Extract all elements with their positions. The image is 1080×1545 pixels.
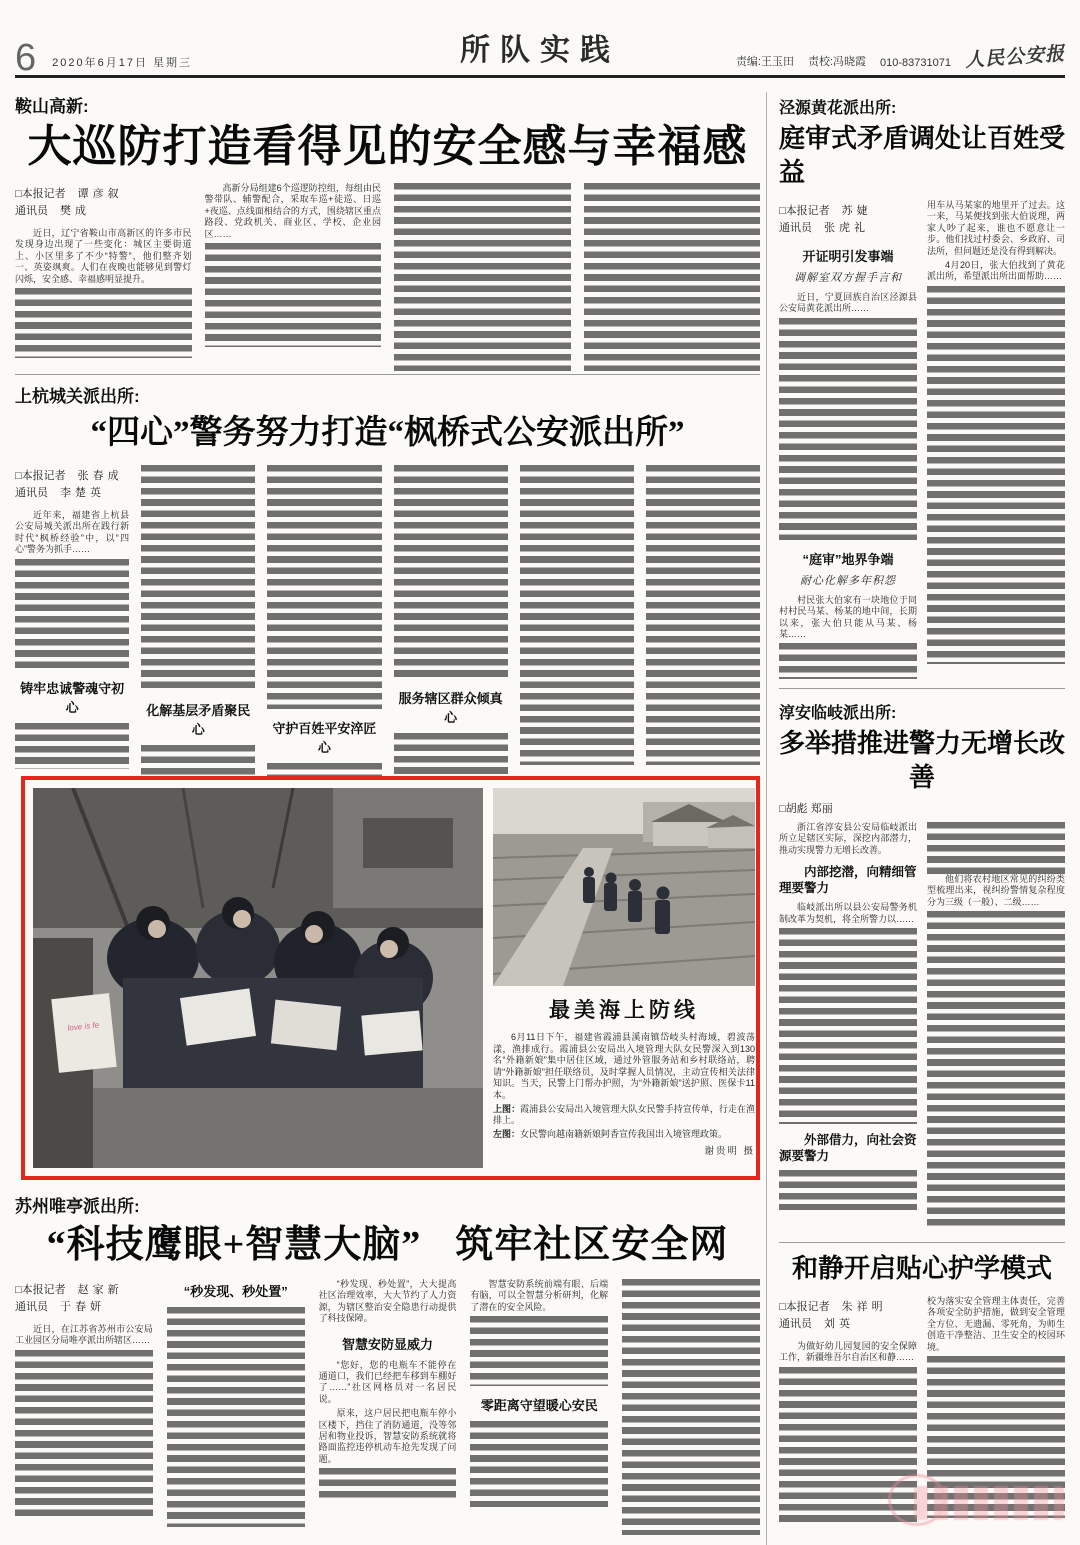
article-divider bbox=[779, 688, 1065, 689]
text-column bbox=[141, 465, 255, 765]
article-headline: 大巡防打造看得见的安全感与幸福感 bbox=[27, 122, 748, 171]
text-column bbox=[15, 465, 129, 765]
caption-left-photo: 左图：女民警向越南籍新娘阿香宣传我国出入境管理政策。 bbox=[493, 1128, 728, 1139]
white-shirt bbox=[51, 993, 116, 1073]
subhead: 开证明引发事端 bbox=[802, 249, 894, 264]
body-text-simulated bbox=[927, 1356, 1065, 1518]
photo-title: 最美海上防线 bbox=[549, 999, 699, 1022]
subhead: “秒发现、秒处置” bbox=[183, 1284, 288, 1299]
caption-body: 6月11日下午，福建省霞浦县溪南镇岱岐头村海域，碧波荡漾，渔排成行。霞浦县公安局出入境管理大队女民警深入到130名“外籍新娘”集中居住区域，通过外管服务站和乡村联络站，聘请“外籍新娘”担任联络员，及时掌握人员情况，主动宣传相关法律知识。当天，民警上门帮办护照，为“外籍新娘”送护照、医保卡11本。 bbox=[493, 1032, 755, 1100]
article-headline: 庭审式矛盾调处让百姓受益 bbox=[779, 124, 1066, 187]
article-kicker: 上杭城关派出所: bbox=[15, 387, 140, 406]
subhead: 铸牢忠诚警魂守初心 bbox=[20, 680, 125, 715]
text-column bbox=[779, 1296, 917, 1532]
text-column bbox=[470, 1279, 608, 1535]
page-date: 2020年6月17日 星期三 bbox=[52, 57, 193, 69]
paragraph: 近年来，福建省上杭县公安局城关派出所在践行新时代“枫桥经验”中，以“四心”警务为抓手…… bbox=[15, 510, 130, 555]
text-column bbox=[205, 183, 382, 371]
body-text-simulated bbox=[779, 928, 917, 1124]
paragraph: 村民张大伯家有一块地位于同村村民马某、杨某的地中间，长期以来，张大伯只能从马某、杨某…… bbox=[779, 594, 917, 640]
byline: □本报记者 谭彦叙 通讯员 樊成 bbox=[15, 188, 123, 217]
subhead: 内部挖潜，向精细管理要警力 bbox=[779, 865, 917, 896]
body-text-simulated bbox=[779, 643, 917, 679]
article-headline-part2: 筑牢社区安全网 bbox=[455, 1224, 729, 1266]
photo-feature bbox=[21, 776, 760, 1180]
article-divider bbox=[15, 374, 760, 375]
body-text-simulated bbox=[205, 243, 382, 347]
paragraph: 近日，辽宁省鞍山市高新区的许多市民发现身边出现了一些变化：城区主要街道上、小区里多了不少“特警”，他们整齐划一、英姿飒爽。人们在夜晚也能够见到警灯闪烁，安全感、幸福感明显提升。 bbox=[15, 228, 192, 284]
subhead: 智慧安防显威力 bbox=[341, 1336, 433, 1352]
text-column bbox=[927, 1296, 1065, 1532]
byline: □本报记者 张春成 通讯员 李楚英 bbox=[15, 470, 123, 499]
text-column bbox=[646, 465, 760, 765]
photo-left bbox=[33, 788, 483, 1168]
page-number: 6 bbox=[15, 36, 37, 79]
article-headline: “四心”警务努力打造“枫桥式公安派出所” bbox=[90, 415, 685, 451]
body-text-simulated bbox=[141, 465, 255, 691]
body-text-simulated bbox=[779, 318, 917, 540]
text-column bbox=[927, 200, 1065, 700]
subhead: 零距离守望暖心安民 bbox=[480, 1398, 598, 1414]
subhead: 守护百姓平安淬匠心 bbox=[272, 721, 377, 755]
paragraph: “秒发现、秒处置”，大大提高社区治理效率，大大节约了人力资源，为辖区整治安全隐患行动提供了科技保障。 bbox=[318, 1279, 457, 1324]
column-rule bbox=[766, 92, 767, 1545]
paragraph: 临岐派出所以县公安局警务机制改革为契机，将全所警力以…… bbox=[779, 902, 917, 924]
body-text-simulated bbox=[15, 288, 192, 358]
text-column bbox=[779, 200, 917, 700]
body-text-simulated bbox=[927, 822, 1065, 874]
article-chunan bbox=[779, 700, 1065, 1262]
paragraph: 他们将农村地区常见的纠纷类型梳理出来，视纠纷警情复杂程度分为三级（一般）、二级…… bbox=[927, 874, 1065, 907]
subhead: “庭审”地界争端 bbox=[802, 551, 894, 567]
text-column bbox=[622, 1279, 760, 1535]
article-suzhou bbox=[15, 1192, 760, 1535]
text-column bbox=[394, 183, 571, 371]
text-column bbox=[779, 822, 917, 1262]
article-kicker: 泾源黄花派出所: bbox=[779, 100, 897, 117]
text-column bbox=[584, 183, 761, 371]
text-column bbox=[394, 465, 508, 765]
body-text-simulated bbox=[394, 465, 508, 679]
paragraph: 智慧安防系统前端有眼、后端有脑，可以全智慧分析研判，化解了潜在的安全风险。 bbox=[470, 1279, 609, 1312]
text-column bbox=[319, 1279, 457, 1535]
body-text-simulated bbox=[927, 286, 1065, 664]
article-divider bbox=[779, 1242, 1065, 1243]
photo-left-illustration bbox=[33, 788, 483, 1168]
text-column bbox=[267, 465, 381, 765]
text-column bbox=[520, 465, 634, 765]
subhead: 外部借力，向社会资源要警力 bbox=[779, 1133, 917, 1164]
byline: □本报记者 赵家新 通讯员 于春妍 bbox=[15, 1284, 123, 1313]
subhead: 服务辖区群众倾真心 bbox=[398, 691, 503, 725]
section-title: 所队实践 bbox=[460, 34, 620, 67]
photo-right bbox=[493, 788, 755, 986]
paragraph: 原来，这户居民把电瓶车停小区楼下，挡住了消防通道，没等邻居和物业投诉，智慧安防系统就将路面监控违停机动车抢先发现了问题。 bbox=[318, 1408, 457, 1464]
phone-number: 010-83731071 bbox=[880, 57, 951, 69]
article-headline: 和静开启贴心护学模式 bbox=[791, 1254, 1052, 1283]
body-text-simulated bbox=[470, 1421, 608, 1507]
editor-credit: 责编:王玉田 bbox=[735, 56, 794, 68]
byline: □本报记者 苏婕 通讯员 张虎礼 bbox=[779, 205, 872, 234]
subhead: 化解基层矛盾聚民心 bbox=[146, 703, 251, 737]
article-kicker: 苏州唯亭派出所: bbox=[15, 1197, 140, 1216]
article-jingyuan bbox=[779, 95, 1065, 700]
body-text-simulated bbox=[470, 1316, 608, 1386]
shirt-text: love is fe bbox=[67, 1020, 100, 1033]
paragraph: 近日，宁夏回族自治区泾源县公安局黄花派出所…… bbox=[779, 292, 917, 314]
byline: □本报记者 朱祥明 通讯员 刘英 bbox=[779, 1301, 887, 1330]
body-text-simulated bbox=[167, 1307, 305, 1527]
text-column bbox=[927, 822, 1065, 1262]
subhead-italic: 调解室双方握手言和 bbox=[794, 272, 902, 284]
byline: □胡彪 郑丽 bbox=[779, 803, 833, 815]
masthead-logo: 人民公安报 bbox=[964, 43, 1066, 72]
paragraph: 为做好幼儿园复园的安全保障工作，新疆维吾尔自治区和静…… bbox=[779, 1341, 917, 1363]
article-headline: 多举措推进警力无增长改善 bbox=[779, 729, 1066, 792]
body-text-simulated bbox=[779, 1170, 917, 1210]
article-anshan bbox=[15, 92, 760, 371]
paragraph: 校为落实安全管理主体责任，完善各项安全防护措施，做到安全管理全方位、无遗漏、零死角，为师生创造干净整洁、卫生安全的校园环境。 bbox=[927, 1296, 1065, 1352]
page-header bbox=[15, 24, 1065, 78]
paragraph: 4月20日，张大伯找到了黄花派出所，希望派出所出面帮助…… bbox=[927, 260, 1065, 282]
body-text-simulated bbox=[15, 723, 129, 769]
paragraph: 用车从马某家的地里开了过去。这一来，马某便找到张大伯说理，两家人吵了起来，谁也不愿意让一步。他们找过村委会、乡政府、司法所，但问题还是没有得到解决。 bbox=[927, 200, 1065, 256]
paragraph: “您好，您的电瓶车不能停在通道口，我们已经把车移到车棚好了……”社区网格员对一名居民说。 bbox=[318, 1359, 457, 1404]
photo-right-column bbox=[493, 788, 755, 1168]
proofreader-credit: 责校:冯晓霞 bbox=[807, 56, 867, 68]
text-column bbox=[15, 1279, 153, 1535]
paragraph: 高新分局组建6个巡逻防控组，每组由民警带队、辅警配合，采取车巡+徒巡、日巡+夜巡、点线面相结合的方式，围绕辖区重点路段、党政机关、商业区、学校、企业园区…… bbox=[204, 183, 381, 239]
article-hejing bbox=[779, 1252, 1065, 1532]
body-text-simulated bbox=[15, 1350, 153, 1518]
article-headline-part1: “科技鹰眼+智慧大脑” bbox=[46, 1224, 422, 1266]
photo-caption bbox=[493, 986, 755, 1168]
photo-right-illustration bbox=[493, 788, 755, 986]
text-column bbox=[15, 183, 192, 371]
body-text-simulated bbox=[267, 465, 381, 709]
body-text-simulated bbox=[779, 1367, 917, 1523]
article-kicker: 淳安临岐派出所: bbox=[779, 705, 897, 722]
paragraph: 近日，在江苏省苏州市公安局工业园区分局唯亭派出所辖区…… bbox=[15, 1324, 153, 1346]
article-shanghang bbox=[15, 382, 760, 765]
subhead-italic: 耐心化解多年积怨 bbox=[800, 574, 896, 587]
photo-credit: 谢贵明 摄 bbox=[704, 1146, 755, 1158]
article-kicker: 鞍山高新: bbox=[15, 97, 89, 116]
paragraph: 浙江省淳安县公安局临岐派出所立足辖区实际，深挖内部潜力，推动实现警力无增长改善。 bbox=[779, 822, 917, 855]
body-text-simulated bbox=[15, 559, 129, 669]
text-column bbox=[167, 1279, 305, 1535]
body-text-simulated bbox=[319, 1468, 457, 1502]
caption-top-photo: 上图：霞浦县公安局出入境管理大队女民警手持宣传单，行走在渔排上。 bbox=[493, 1103, 755, 1126]
body-text-simulated bbox=[927, 911, 1065, 1227]
